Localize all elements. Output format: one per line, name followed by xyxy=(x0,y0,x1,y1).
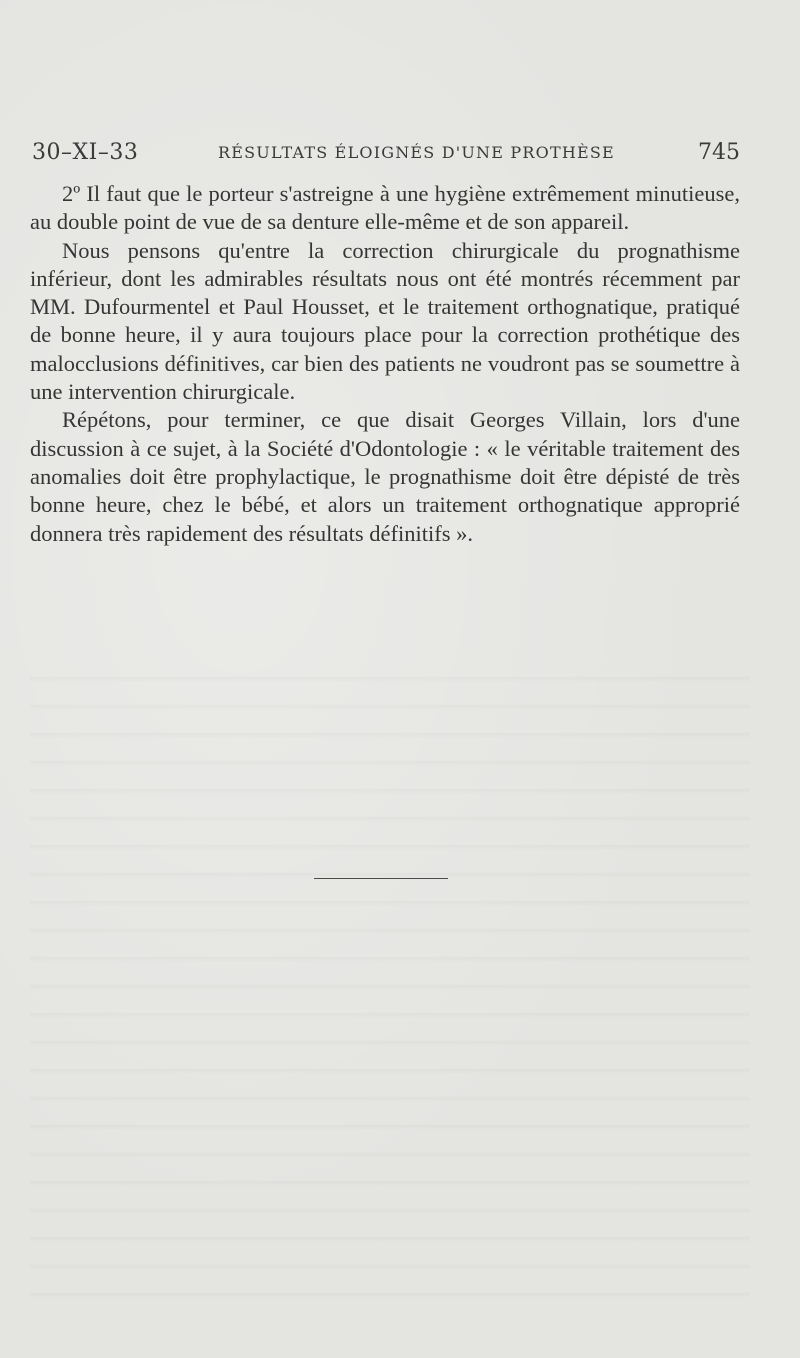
bleed-through-texture xyxy=(30,660,750,1300)
paragraph: 2º Il faut que le porteur s'astreigne à une hygiène extrêmement minutieuse, au double point de vue de sa denture elle-même et de son appareil. xyxy=(30,181,740,235)
header-title: RÉSULTATS ÉLOIGNÉS D'UNE PROTHÈSE xyxy=(218,143,615,162)
header-date: 30–XI–33 xyxy=(32,140,139,165)
body-text xyxy=(30,180,740,548)
paragraph: Nous pensons qu'entre la correction chirurgicale du prognathisme inférieur, dont les admirables résultats nous ont été montrés récemment par MM. Dufourmentel et Paul Housset, et le traitement orthognatique, pratiqué de bonne heure, il y aura toujours place pour la correction prothétique des malocclusions définitives, car bien des patients ne voudront pas se soumettre à une intervention chirurgicale. xyxy=(30,237,740,405)
paragraph: Répétons, pour terminer, ce que disait Georges Villain, lors d'une discussion à ce sujet, à la Société d'Odontologie : « le véritable traitement des anomalies doit être prophylactique, le prognathisme doit être dépisté de très bonne heure, chez le bébé, et alors un traitement orthognatique approprié donnera très rapidement des résultats définitifs ». xyxy=(30,407,740,546)
running-header xyxy=(32,140,740,166)
page-number: 745 xyxy=(698,140,740,165)
section-end-rule xyxy=(314,878,448,879)
